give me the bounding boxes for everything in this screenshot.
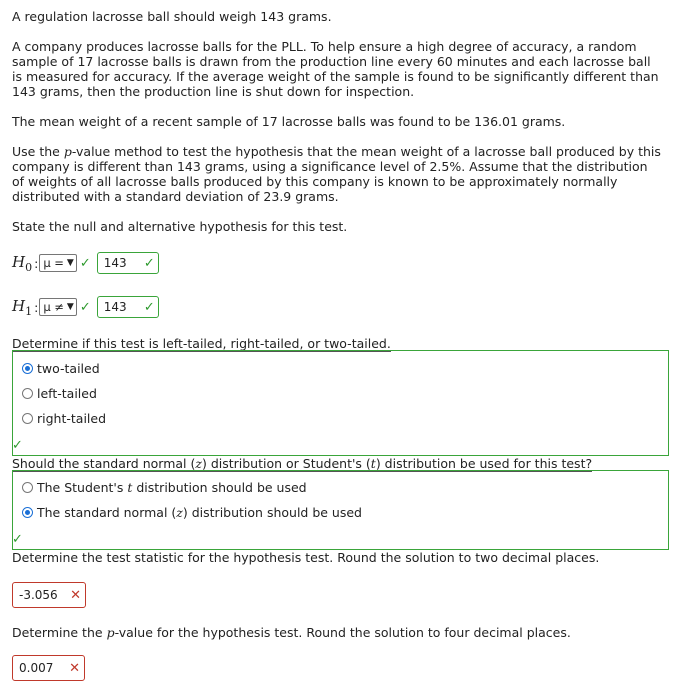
incorrect-icon: ✕ (70, 587, 81, 603)
h1-label: $H_1$ (12, 296, 33, 318)
problem-paragraph: A company produces lacrosse balls for the PLL. To help ensure a high degree of accuracy, a random sample of 17 lacrosse balls is drawn from the production line every 60 minutes and each lacrosse ball is measured for accuracy. If the average weight of the sample is found to be significantly different than 143 grams, then the production line is shut down for inspection. (12, 39, 659, 99)
radio-selected-icon[interactable] (22, 363, 33, 374)
check-icon: ✓ (12, 438, 23, 453)
null-hypothesis-row (12, 251, 159, 275)
check-icon: ✓ (79, 255, 91, 271)
sample-mean-paragraph: The mean weight of a recent sample of 17 lacrosse balls was found to be 136.01 grams. (12, 114, 566, 129)
distribution-question: Should the standard normal (z) distribution or Student's (t) distribution be used for this test? (12, 456, 593, 471)
h1-colon: : (34, 299, 39, 315)
radio-selected-icon[interactable] (22, 507, 33, 518)
tail-options-group (12, 350, 669, 456)
radio-icon[interactable] (22, 413, 33, 424)
chevron-down-icon: ▼ (66, 302, 74, 312)
option-label: The standard normal (z) distribution should be used (37, 504, 362, 520)
option-label: The Student's t distribution should be used (37, 479, 307, 495)
p-value-question: Determine the p-value for the hypothesis test. Round the solution to four decimal places. (12, 625, 571, 640)
h1-operator-select[interactable]: μ ≠ ▼ (39, 298, 77, 316)
check-icon: ✓ (143, 255, 155, 271)
h1-value-input[interactable]: 143 ✓ (97, 296, 159, 318)
tail-question: Determine if this test is left-tailed, right-tailed, or two-tailed. (12, 336, 391, 351)
instructions-paragraph: Use the p-value method to test the hypothesis that the mean weight of a lacrosse ball produced by this company is different than 143 grams, using a significance level of 2.5%. Assume that the distribution of weights of all lacrosse balls produced by this company is known to be approximately normally distributed with a standard deviation of 23.9 grams. (12, 144, 661, 204)
radio-student-t[interactable] (22, 478, 307, 496)
radio-right-tailed[interactable] (22, 409, 106, 427)
alternative-hypothesis-row (12, 295, 159, 319)
h0-value-input[interactable]: 143 ✓ (97, 252, 159, 274)
hypothesis-prompt: State the null and alternative hypothesis for this test. (12, 219, 348, 234)
radio-icon[interactable] (22, 482, 33, 493)
radio-icon[interactable] (22, 388, 33, 399)
check-icon: ✓ (12, 532, 23, 547)
test-statistic-question: Determine the test statistic for the hypothesis test. Round the solution to two decimal places. (12, 550, 600, 565)
p-value-input[interactable]: 0.007 ✕ (12, 655, 85, 681)
radio-standard-normal[interactable] (22, 503, 362, 521)
chevron-down-icon: ▼ (66, 258, 74, 268)
h0-colon: : (34, 255, 39, 271)
incorrect-icon: ✕ (69, 660, 80, 676)
check-icon: ✓ (79, 299, 91, 315)
h0-operator-select[interactable]: μ = ▼ (39, 254, 77, 272)
radio-left-tailed[interactable] (22, 384, 97, 402)
h0-label: $H_0$ (12, 252, 33, 274)
radio-two-tailed[interactable] (22, 359, 100, 377)
intro-line: A regulation lacrosse ball should weigh 143 grams. (12, 9, 332, 24)
option-label: right-tailed (37, 410, 107, 426)
option-label: left-tailed (37, 385, 97, 401)
check-icon: ✓ (143, 299, 155, 315)
option-label: two-tailed (37, 360, 100, 376)
test-statistic-input[interactable]: -3.056 ✕ (12, 582, 86, 608)
